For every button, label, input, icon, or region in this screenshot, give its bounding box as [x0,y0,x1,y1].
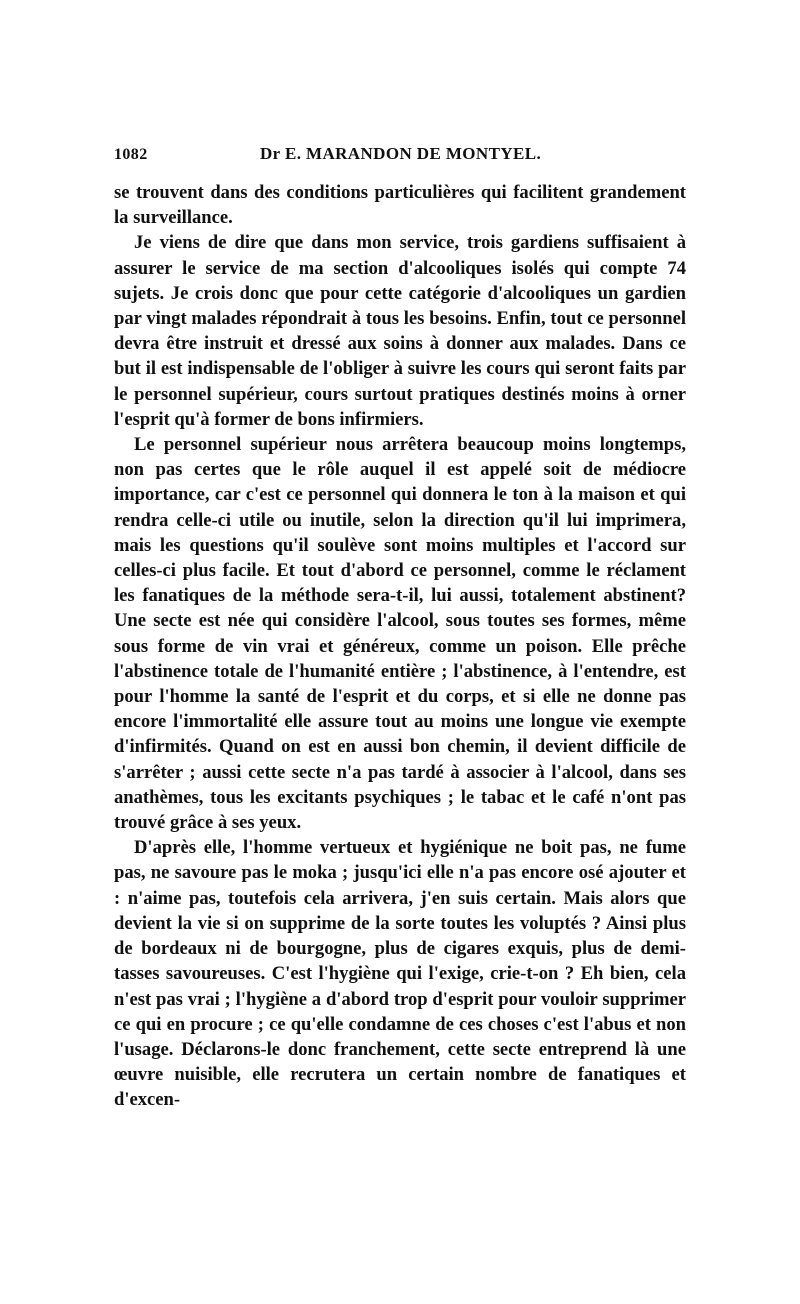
body-text [114,180,686,1113]
page-number: 1082 [114,146,148,163]
paragraph-senior-staff: Le personnel supérieur nous arrêtera beaucoup moins longtemps, non pas certes que le rôle auquel il est appelé soit de médiocre importance, car c'est ce personnel qui donnera le ton à la maison et qui rendra celle-ci utile ou inutile, selon la direction qu'il lui imprimera, mais les questions qu'il soulève sont moins multiples et l'accord sur celles-ci plus facile. Et tout d'abord ce personnel, comme le réclament les fanatiques de la méthode sera-t-il, lui aussi, totalement abstinent? Une secte est née qui considère l'alcool, sous toutes ses formes, même sous forme de vin vrai et généreux, comme un poison. Elle prêche l'abstinence totale de l'humanité entière ; l'abstinence, à l'entendre, est pour l'homme la santé de l'esprit et du corps, et si elle ne donne pas encore l'immortalité elle assure tout au moins une longue vie exempte d'infirmités. Quand on est en aussi bon chemin, il devient difficile de s'arrêter ; aussi cette secte n'a pas tardé à associer à l'alcool, dans ses anathèmes, tous les excitants psychiques ; le tabac et le café n'ont pas trouvé grâce à ses yeux. [114,434,686,834]
book-page [114,144,686,1113]
running-title: Dr E. MARANDON DE MONTYEL. [260,144,542,163]
page-header [114,144,686,172]
paragraph-service-staff: Je viens de dire que dans mon service, trois gardiens suffisaient à assurer le service de ma section d'alcooliques isolés qui compte 74 sujets. Je crois donc que pour cette catégorie d'alcooliques un gardien par vingt malades répondrait à tous les besoins. Enfin, tout ce personnel devra être instruit et dressé aux soins à donner aux malades. Dans ce but il est indispensable de l'obliger à suivre les cours qui seront faits par le personnel supérieur, cours surtout pratiques destinés moins à orner l'esprit qu'à former de bons infirmiers. [114,232,686,430]
paragraph-abstinence-sect: D'après elle, l'homme vertueux et hygiénique ne boit pas, ne fume pas, ne savoure pas le moka ; jusqu'ici elle n'a pas encore osé ajouter et : n'aime pas, toutefois cela arrivera, j'en suis certain. Mais alors que devient la vie si on supprime de la sorte toutes les voluptés ? Ainsi plus de bordeaux ni de bourgogne, plus de cigares exquis, plus de demi-tasses savoureuses. C'est l'hygiène qui l'exige, crie-t-on ? Eh bien, cela n'est pas vrai ; l'hygiène a d'abord trop d'esprit pour vouloir supprimer ce qui en procure ; ce qu'elle condamne de ces choses c'est l'abus et non l'usage. Déclarons-le donc franchement, cette secte entreprend là une œuvre nuisible, elle recrutera un certain nombre de fanatiques et d'excen- [114,837,686,1111]
paragraph-continuation: se trouvent dans des conditions particulières qui facilitent grandement la surveillance. [114,182,686,229]
